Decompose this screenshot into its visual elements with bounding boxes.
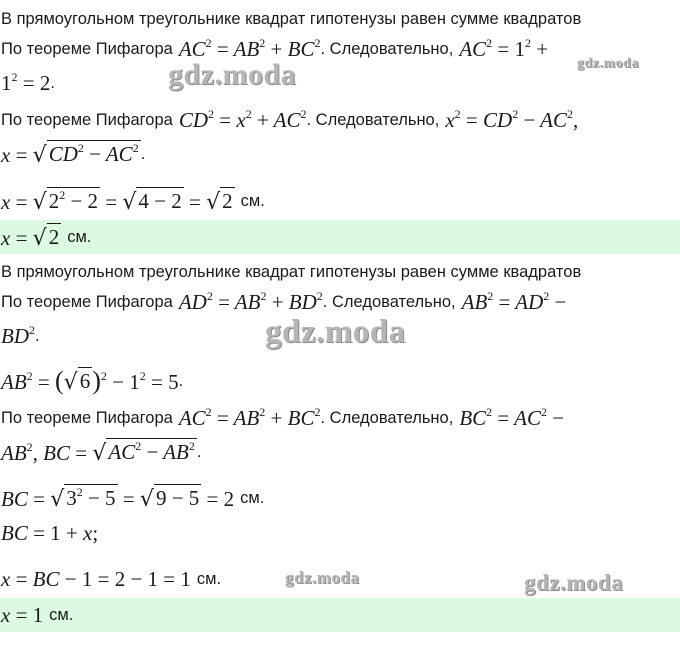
block1-x-root-line: x = √ $CD^2 - AC^2$ . bbox=[1, 141, 146, 168]
block2-intro: В прямоугольном треугольнике квадрат гипотенузы равен сумме квадратов bbox=[1, 262, 582, 281]
answer-x-one: x = 1 bbox=[1, 602, 44, 627]
block1-answer: x = √ 2 см. bbox=[0, 220, 680, 254]
formula-bc-sqrt: $AB^2$, BC = √ $AC^2 - AB^2$ bbox=[1, 439, 195, 466]
formula-ab2: $AB^2 = AD^2$ − bbox=[461, 288, 567, 314]
formula-bc2: $BC^2 = AC^2$ − bbox=[459, 404, 565, 430]
block2-pythagoras-ac-line: По теореме Пифагора $AC^2 = AB^2 + BC^2$ . Следовательно, $BC^2 = AC^2$ − bbox=[1, 404, 565, 430]
block2-answer: x = 1 см. bbox=[0, 598, 680, 632]
formula-ab2-calc: $AB^2$ = ( √ 6 )$^2 - 1^2 = 5$ bbox=[1, 366, 179, 395]
formula-x-calc: x = √ $2^2 - 2$ = √ 4 − 2 = √ 2 bbox=[1, 188, 233, 215]
formula-cd2: $CD^2 = x^2 + AC^2$ bbox=[178, 106, 307, 132]
formula-bc-sum: BC = 1 + x; bbox=[1, 520, 99, 545]
block2-pythagoras-ad-line: По теореме Пифагора $AD^2 = AB^2 + BD^2$ . Следовательно, $AB^2 = AD^2$ − bbox=[1, 288, 567, 314]
watermark-logo: gdz.moda bbox=[524, 570, 624, 595]
formula-x-sqrt: x = √ $CD^2 - AC^2$ bbox=[1, 141, 139, 168]
block1-intro: В прямоугольном треугольнике квадрат гипотенузы равен сумме квадратов bbox=[1, 9, 582, 28]
formula-one-squared: $1^2 = 2$ bbox=[1, 69, 51, 95]
watermark-logo: gdz.moda bbox=[577, 56, 639, 71]
watermark-logo: gdz.moda bbox=[285, 568, 360, 587]
answer-x-sqrt2: x = √ 2 bbox=[1, 225, 60, 251]
watermark-logo: gdz.moda bbox=[265, 314, 406, 350]
formula-ac2-value: $AC^2 = 1^2$ + bbox=[459, 35, 549, 61]
block2-bc-sum-line bbox=[0, 518, 680, 548]
watermark-logo: gdz.moda bbox=[168, 58, 297, 91]
block1-pythagoras-cd-line: По теореме Пифагора $CD^2 = x^2 + AC^2$ . Следовательно, $x^2 = CD^2 - AC^2$, bbox=[1, 106, 579, 132]
block2-bc-calc-line: BC = √ $3^2 - 5$ = √ 9 − 5 = 2 см. bbox=[1, 485, 265, 512]
formula-x-value: x = BC − 1 = 2 − 1 = 1 bbox=[1, 566, 191, 591]
block2-ab-calc-line: $AB^2$ = ( √ 6 )$^2 - 1^2 = 5$ . bbox=[1, 366, 184, 395]
formula-ac2-b2: $AC^2 = AB^2 + BC^2$ bbox=[178, 404, 321, 430]
block1-result-line: $1^2 = 2$ . bbox=[1, 69, 55, 95]
formula-bc-calc: BC = √ $3^2 - 5$ = √ 9 − 5 = 2 bbox=[1, 485, 235, 512]
block2-bd-line: $BD^2$ . bbox=[1, 322, 40, 348]
block2-bc-root-line: $AB^2$, BC = √ $AC^2 - AB^2$ . bbox=[1, 439, 202, 466]
block1-x-calc-line: x = √ $2^2 - 2$ = √ 4 − 2 = √ 2 см. bbox=[1, 188, 265, 215]
formula-x2: $x^2 = CD^2 - AC^2$, bbox=[445, 106, 579, 132]
formula-ad2: $AD^2 = AB^2 + BD^2$ bbox=[178, 288, 323, 314]
formula-ac2: $AC^2 = AB^2 + BC^2$ bbox=[178, 35, 321, 61]
formula-bd2: $BD^2$ bbox=[1, 322, 35, 348]
block2-x-calc-line: x = BC − 1 = 2 − 1 = 1 см. bbox=[1, 566, 222, 591]
block1-pythagoras-line: По теореме Пифагора $AC^2 = AB^2 + BC^2$ . Следовательно, $AC^2 = 1^2$ + bbox=[1, 35, 549, 61]
